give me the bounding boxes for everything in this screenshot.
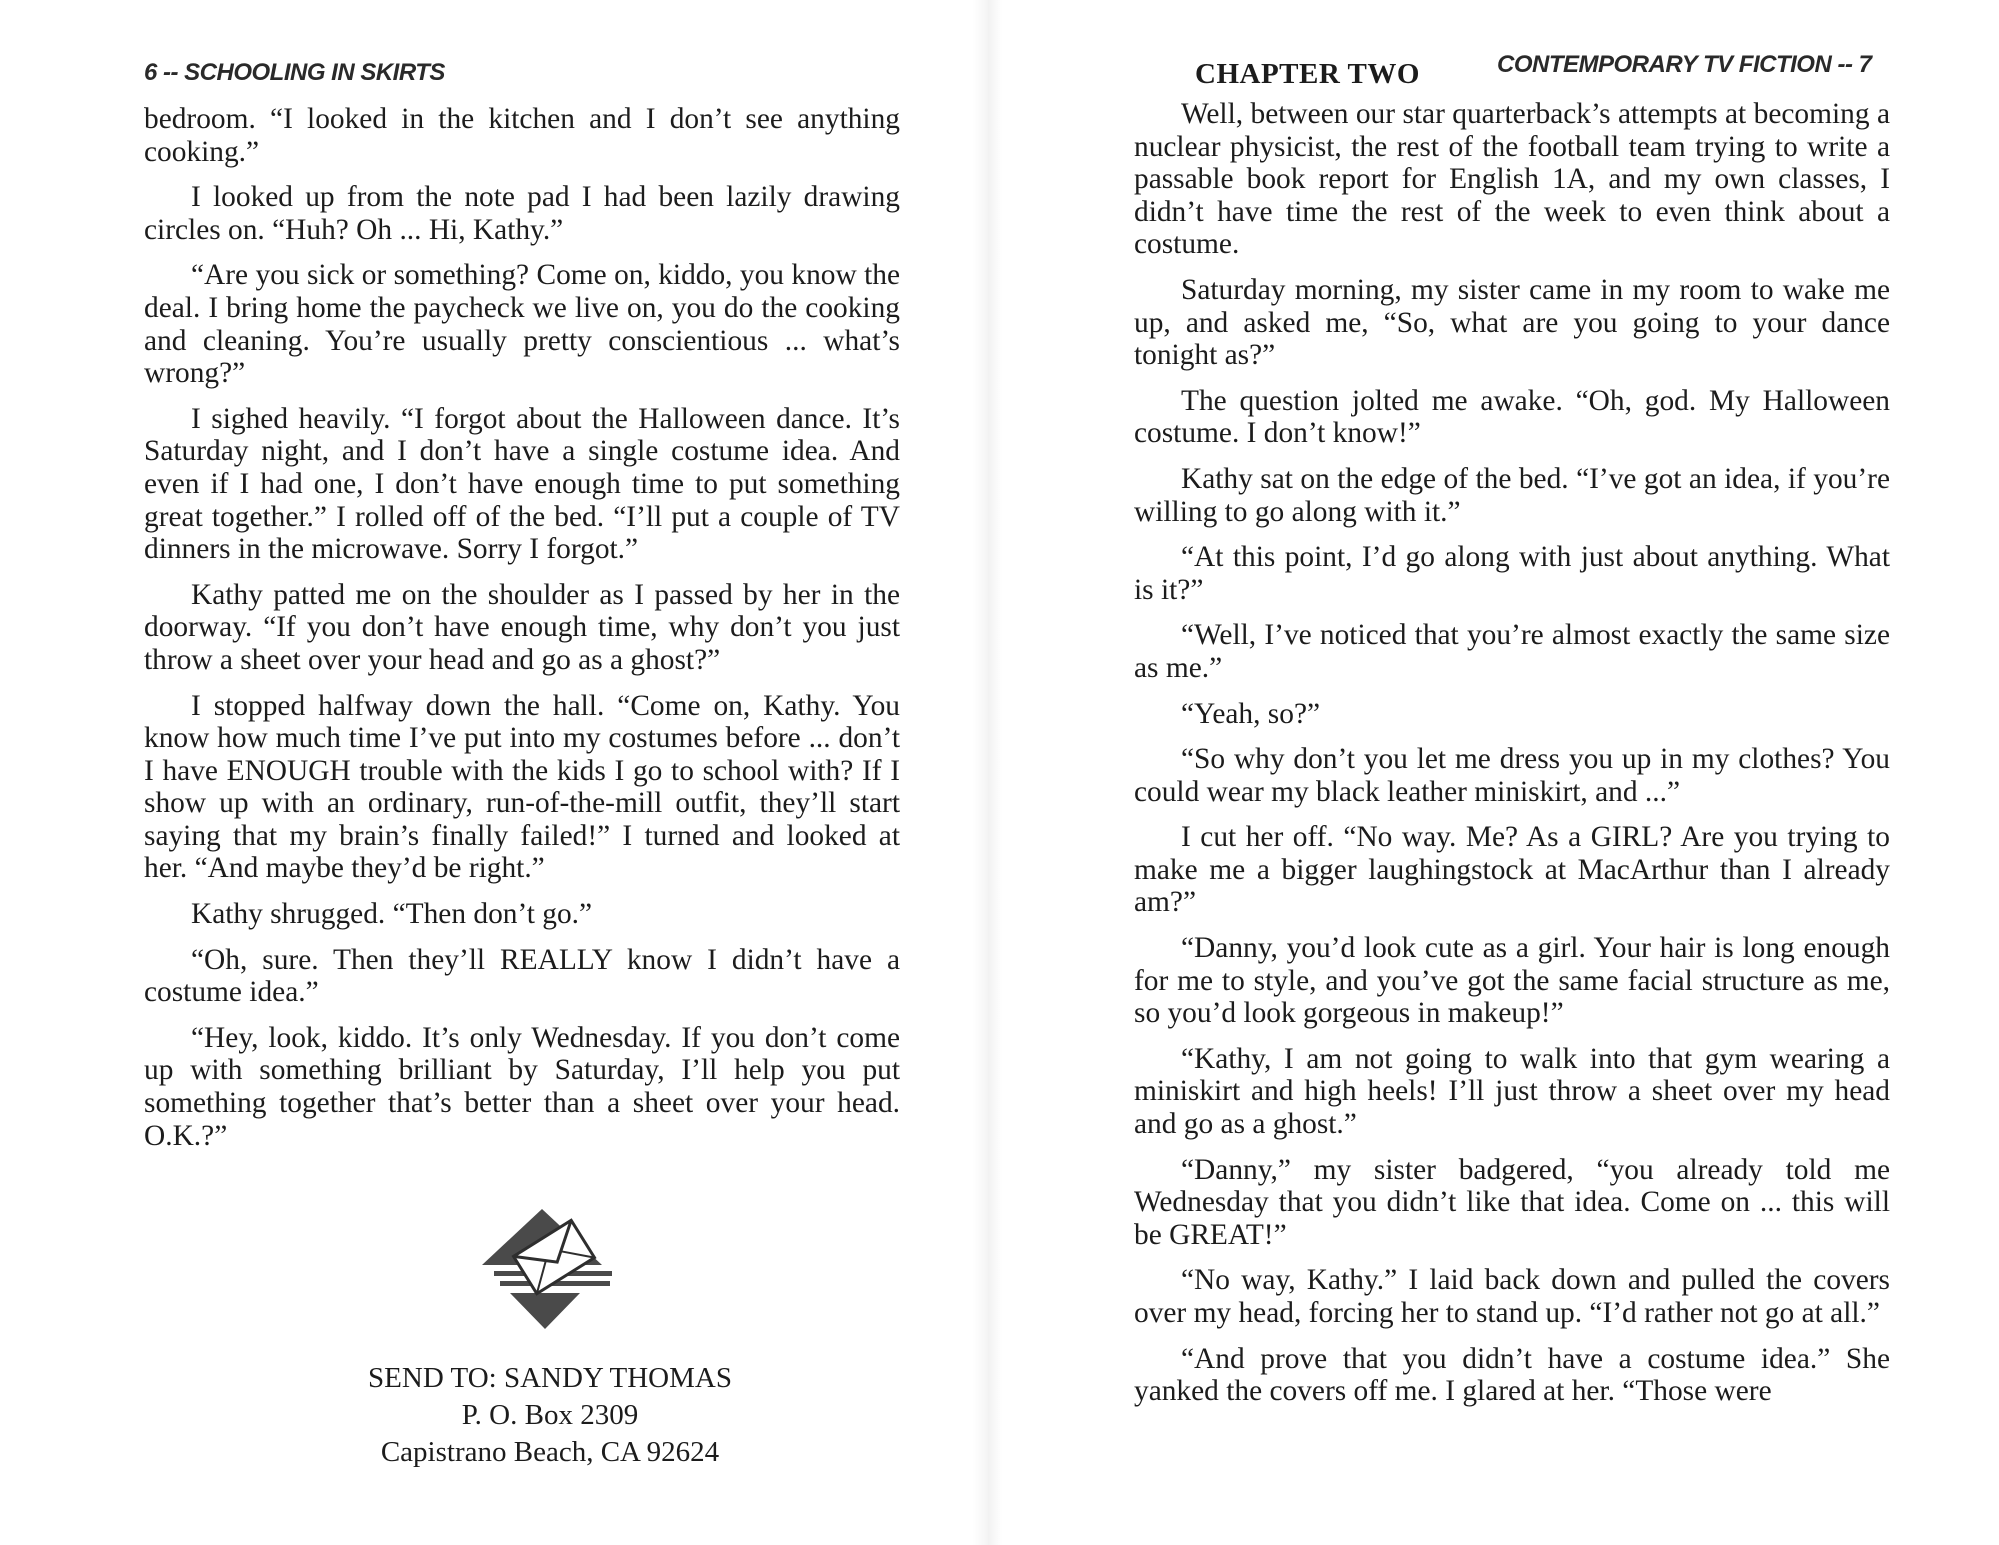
paragraph: I stopped halfway down the hall. “Come on, Kathy. You know how much time I’ve put into my costumes before ... don’t I have ENOUGH trouble with the kids I go to school with? If I show up with an ordinary, run-of-the-mill outfit, they’ll start saying that my brain’s finally failed!” I turned and looked at her. “And maybe they’d be right.” [144, 689, 900, 885]
paragraph: Kathy patted me on the shoulder as I passed by her in the doorway. “If you don’t have enough time, why don’t you just throw a sheet over your head and go as a ghost?” [144, 578, 900, 676]
paragraph: “Oh, sure. Then they’ll REALLY know I didn’t have a costume idea.” [144, 943, 900, 1009]
paragraph: “And prove that you didn’t have a costume idea.” She yanked the covers off me. I glared at her. “Those were [1134, 1342, 1890, 1408]
paragraph: Saturday morning, my sister came in my room to wake me up, and asked me, “So, what are you going to your dance tonight as?” [1134, 273, 1890, 372]
paragraph: “No way, Kathy.” I laid back down and pulled the covers over my head, forcing her to stand up. “I’d rather not go at all.” [1134, 1264, 1890, 1329]
paragraph: bedroom. “I looked in the kitchen and I don’t see anything cooking.” [144, 103, 900, 168]
paragraph: I looked up from the note pad I had been lazily drawing circles on. “Huh? Oh ... Hi, Kathy.” [144, 181, 900, 246]
paragraph: “Hey, look, kiddo. It’s only Wednesday. If you don’t come up with something brilliant by Saturday, I’ll help you put something together that’s better than a sheet over your head. O.K.?” [144, 1021, 900, 1152]
address-line-2: P. O. Box 2309 [461, 1399, 639, 1431]
paragraph: I cut her off. “No way. Me? As a GIRL? Are you trying to make me a bigger laughingstock at MacArthur than I already am?” [1134, 821, 1890, 919]
left-running-head: 6 -- SCHOOLING IN SKIRTS [144, 59, 445, 86]
right-body-text [1134, 98, 1890, 1421]
address-line-1: SEND TO: SANDY THOMAS [368, 1362, 732, 1394]
paragraph: Kathy shrugged. “Then don’t go.” [191, 898, 593, 931]
paragraph: The question jolted me awake. “Oh, god. My Halloween costume. I don’t know!” [1134, 384, 1890, 450]
envelope-diamond-logo-icon [480, 1205, 620, 1337]
paragraph: “Danny,” my sister badgered, “you already told me Wednesday that you didn’t like that idea. Come on ... this will be GREAT!” [1134, 1153, 1890, 1251]
address-line-3: Capistrano Beach, CA 92624 [380, 1436, 720, 1468]
paragraph: I sighed heavily. “I forgot about the Halloween dance. It’s Saturday night, and I don’t have a single costume idea. And even if I had one, I don’t have enough time to put something great together.” I rolled off of the bed. “I’ll put a couple of TV dinners in the microwave. Sorry I forgot.” [144, 402, 900, 566]
paragraph: Well, between our star quarterback’s attempts at becoming a nuclear physicist, the rest of the football team trying to write a passable book report for English 1A, and my own classes, I didn’t have time the rest of the week to even think about a costume. [1134, 98, 1890, 261]
right-running-head: CONTEMPORARY TV FICTION -- 7 [1497, 51, 1872, 78]
paragraph: “Well, I’ve noticed that you’re almost exactly the same size as me.” [1134, 619, 1890, 684]
chapter-title: CHAPTER TWO [1195, 58, 1420, 90]
paragraph: Kathy sat on the edge of the bed. “I’ve got an idea, if you’re willing to go along with it.” [1134, 462, 1890, 528]
paragraph: “Yeah, so?” [1181, 697, 1321, 730]
paragraph: “Danny, you’d look cute as a girl. Your hair is long enough for me to style, and you’ve got the same facial structure as me, so you’d look gorgeous in makeup!” [1134, 932, 1890, 1030]
paragraph: “Are you sick or something? Come on, kiddo, you know the deal. I bring home the paycheck we live on, you do the cooking and cleaning. You’re usually pretty conscientious ... what’s wrong?” [144, 259, 900, 390]
mailing-address [290, 1360, 810, 1471]
left-page [0, 0, 990, 1545]
left-body-text [144, 103, 900, 1165]
paragraph: “At this point, I’d go along with just about anything. What is it?” [1134, 541, 1890, 606]
paragraph: “So why don’t you let me dress you up in my clothes? You could wear my black leather miniskirt, and ...” [1134, 743, 1890, 808]
paragraph: “Kathy, I am not going to walk into that gym wearing a miniskirt and high heels! I’ll just throw a sheet over my head and go as a ghost.” [1134, 1042, 1890, 1141]
